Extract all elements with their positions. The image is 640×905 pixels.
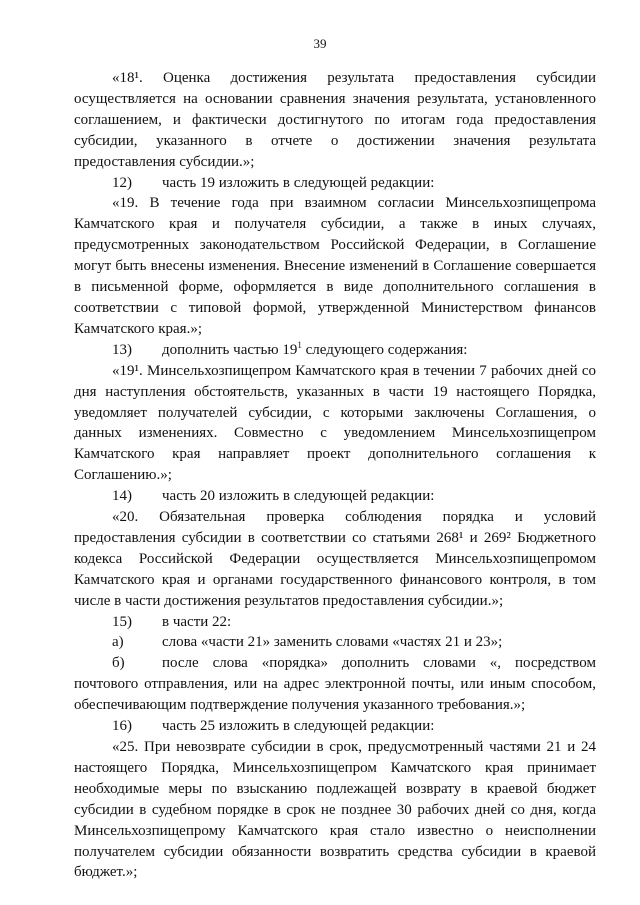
item-text: дополнить частью 19 bbox=[162, 341, 298, 358]
paragraph-19-1: «19¹. Минсельхозпищепром Камчатского края в течении 7 рабочих дней со дня наступления обстоятельств, указанных в части 19 настоящего Порядка, уведомляет получателей субсидии, с которыми заключены Соглашения, о данных изменениях. Совместно с уведомлением Минсельхозпищепром Камчатского края направляет проект дополнительного соглашения к Соглашению.»; bbox=[74, 362, 596, 484]
item-text-cont: следующего содержания: bbox=[301, 341, 468, 358]
item-text: часть 20 изложить в следующей редакции: bbox=[162, 488, 435, 505]
item-number: 15) bbox=[112, 613, 132, 630]
list-item-12 bbox=[74, 173, 596, 194]
item-number: 14) bbox=[112, 488, 132, 505]
paragraph-20: «20. Обязательная проверка соблюдения порядка и условий предоставления субсидии в соответствии со статьями 268¹ и 269² Бюджетного кодекса Российской Федерации осуществляется Минсельхозпищепромом Камчатского края и органами государственного финансового контроля, в том числе в части достижения результатов предоставления субсидии.»; bbox=[74, 509, 596, 609]
item-number: 13) bbox=[112, 341, 132, 358]
list-item-14 bbox=[74, 486, 596, 507]
item-text: после слова «порядка» дополнить словами «, посредством почтового отправления, или на адрес электронной почты, или иным способом, обеспечивающим подтверждение получения указанного требования.»; bbox=[74, 655, 596, 714]
paragraph-25: «25. При невозврате субсидии в срок, предусмотренный частями 21 и 24 настоящего Порядка, Минсельхозпищепром Камчатского края принимает необходимые меры по взысканию подлежащей возврату в краевой бюджет субсидии в судебном порядке в срок не позднее 30 рабочих дней со дня, когда Минсельхозпищепрому Камчатского края стало известно о неисполнении получателем субсидии обязанности возвратить средства субсидии в краевой бюджет.»; bbox=[74, 739, 596, 881]
list-item-16 bbox=[74, 716, 596, 737]
item-letter: б) bbox=[112, 655, 125, 672]
item-text: слова «части 21» заменить словами «частях 21 и 23»; bbox=[162, 634, 503, 651]
list-item-a bbox=[74, 632, 596, 653]
item-text: часть 19 изложить в следующей редакции: bbox=[162, 174, 435, 191]
item-text: часть 25 изложить в следующей редакции: bbox=[162, 718, 435, 735]
paragraph-18-1: «18¹. Оценка достижения результата предоставления субсидии осуществляется на основании сравнения значения результата, установленного соглашением, и фактически достигнутого по итогам года предоставления субсидии, указанного в отчете о достижении значения результата предоставления субсидии.»; bbox=[74, 70, 596, 170]
item-number: 16) bbox=[112, 718, 132, 735]
item-number: 12) bbox=[112, 174, 132, 191]
paragraph-19: «19. В течение года при взаимном согласии Минсельхозпищепрома Камчатского края и получателя субсидии, а также в иных случаях, предусмотренных законодательством Российской Федерации, в Соглашение могут быть внесены изменения. Внесение изменений в Соглашение совершается в письменной форме, оформляется в виде дополнительного соглашения в соответствии с типовой формой, утвержденной Министерством финансов Камчатского края.»; bbox=[74, 195, 596, 337]
item-letter: а) bbox=[112, 634, 124, 651]
list-item-13 bbox=[74, 340, 596, 361]
list-item-15 bbox=[74, 612, 596, 633]
document-body bbox=[74, 68, 596, 883]
superscript: 1 bbox=[297, 339, 302, 350]
list-item-b bbox=[74, 653, 596, 716]
item-text: в части 22: bbox=[162, 613, 232, 630]
page-number: 39 bbox=[313, 36, 327, 51]
